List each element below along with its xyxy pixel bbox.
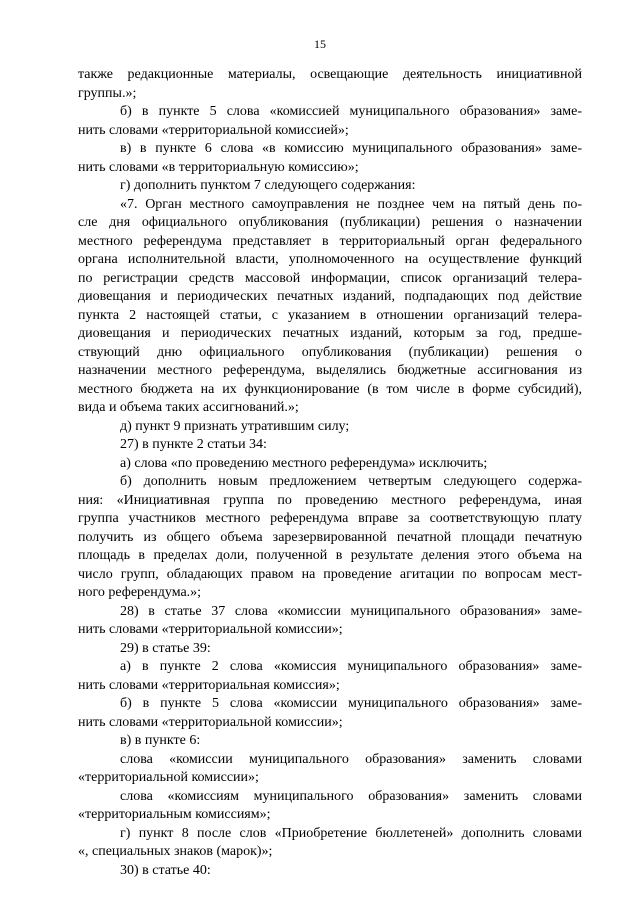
text-line: группы.»;	[78, 85, 137, 101]
text-line: «7. Орган местного самоуправления не позднее чем на пятый день по-	[120, 196, 582, 212]
text-line: ния: «Инициативная группа по проведению местного референдума, иная	[78, 492, 582, 508]
page-number: 15	[314, 37, 326, 51]
text-line: нить словами «территориальной комиссии»;	[78, 714, 343, 730]
text-line: по регистрации средств массовой информации, список организаций телера-	[78, 270, 582, 286]
text-line: нить словами «в территориальную комиссию»;	[78, 159, 359, 175]
text-line: а) в пункте 2 слова «комиссия муниципального образования» заме-	[120, 659, 582, 674]
text-line: г) пункт 8 после слов «Приобретение бюллетеней» дополнить словами	[120, 825, 582, 841]
text-line: ного референдума.»;	[78, 585, 202, 600]
text-line: г) дополнить пунктом 7 следующего содержания:	[120, 178, 416, 193]
text-line: 30) в статье 40:	[120, 862, 211, 878]
text-line: число групп, обладающих правом на проведение агитации по вопросам мест-	[78, 566, 582, 582]
text-line: 28) в статье 37 слова «комиссии муниципального образования» заме-	[120, 603, 582, 619]
text-block	[78, 66, 582, 880]
text-line: б) дополнить новым предложением четвертым следующего содержа-	[120, 474, 582, 489]
text-line: также редакционные материалы, освещающие деятельность инициативной	[78, 67, 582, 82]
text-line: диовещания и периодических печатных изданий, подпадающих под действие	[78, 289, 582, 304]
text-line: 29) в статье 39:	[120, 640, 211, 656]
text-line: местного референдума представляет в территориальный орган федерального	[78, 233, 582, 249]
text-line: ствующий дню официального опубликования (публикации) решения о	[78, 344, 582, 360]
text-line: в) в пункте 6 слова «в комиссию муниципального образования» заме-	[120, 141, 582, 156]
text-line: «территориальным комиссиям»;	[78, 807, 271, 822]
text-line: диовещания и периодических печатных изданий, которым за год, предше-	[78, 326, 582, 341]
text-line: сле дня официального опубликования (публикации) решения о назначении	[78, 215, 582, 230]
text-line: площадь в пределах доли, полученной в результате деления этого объема на	[78, 548, 582, 563]
text-line: нить словами «территориальная комиссия»;	[78, 677, 340, 693]
text-line: вида и объема таких ассигнований.»;	[78, 400, 299, 415]
text-line: б) в пункте 5 слова «комиссии муниципального образования» заме-	[120, 696, 582, 711]
text-line: д) пункт 9 признать утратившим силу;	[120, 418, 350, 434]
text-line: слова «комиссиям муниципального образования» заменить словами	[120, 788, 582, 804]
text-line: «территориальной комиссии»;	[78, 770, 259, 785]
text-line: нить словами «территориальной комиссии»;	[78, 622, 343, 637]
text-line: 27) в пункте 2 статьи 34:	[120, 437, 267, 452]
text-line: пункта 2 настоящей статьи, с указанием в отношении организаций телера-	[78, 307, 582, 323]
text-line: группа участников местного референдума вправе за соответствующую плату	[78, 511, 582, 526]
text-line: в) в пункте 6:	[120, 733, 201, 748]
text-line: слова «комиссии муниципального образования» заменить словами	[120, 751, 582, 767]
text-line: «, специальных знаков (марок)»;	[78, 844, 273, 859]
text-line: б) в пункте 5 слова «комиссией муниципального образования» заме-	[120, 104, 582, 119]
text-line: а) слова «по проведению местного референдума» исключить;	[120, 455, 488, 471]
text-line: нить словами «территориальной комиссией»;	[78, 122, 349, 138]
document-body	[78, 66, 582, 880]
text-line: получить из общего объема зарезервированной печатной площади печатную	[78, 529, 582, 545]
text-line: местного бюджета на их функционирование (в том числе в форме субсидий),	[78, 381, 582, 397]
text-line: органа исполнительной власти, уполномоченного на осуществление функций	[78, 252, 582, 267]
text-line: назначении местного референдума, выделялись бюджетные ассигнования из	[78, 363, 582, 378]
